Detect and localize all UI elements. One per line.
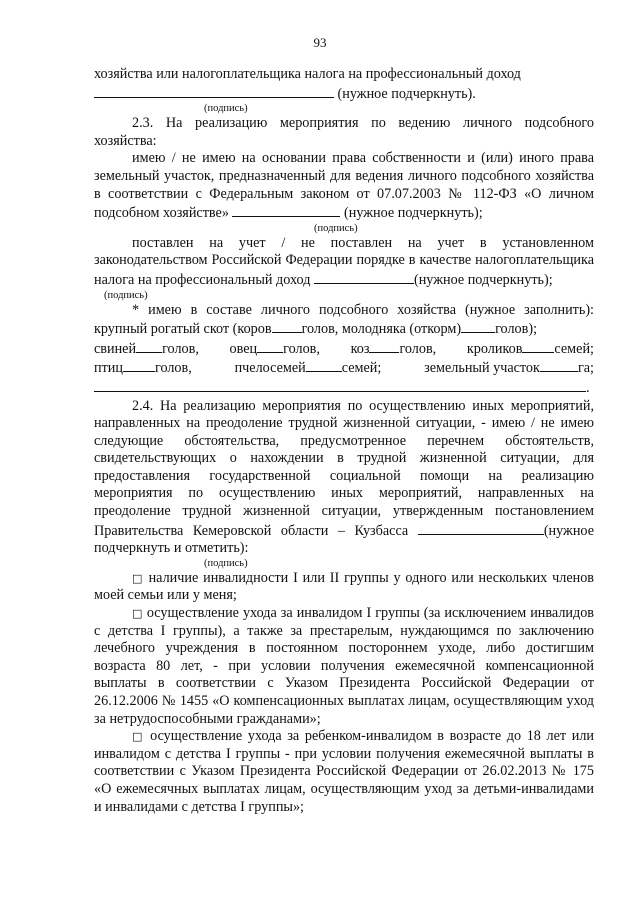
cows-count-field[interactable] xyxy=(272,319,302,333)
checkbox-icon[interactable]: □ xyxy=(132,571,144,585)
signature-blank[interactable] xyxy=(94,84,334,98)
label-land-plot: земельный участок xyxy=(424,360,540,377)
signature-blank[interactable] xyxy=(418,521,544,535)
instruction-text: (нужное подчеркнуть); xyxy=(344,205,483,222)
bee-colonies-field[interactable] xyxy=(306,358,342,372)
section-2-4-paragraph xyxy=(94,398,594,558)
additional-info-field[interactable] xyxy=(94,378,586,392)
label-molodnyak: молодняка (откорм) xyxy=(341,321,462,338)
livestock-paragraph xyxy=(94,302,594,339)
continuation-line: хозяйства или налогоплательщика налога на профессиональный доход xyxy=(94,66,521,82)
land-area-field[interactable] xyxy=(540,358,578,372)
checkbox-icon[interactable]: □ xyxy=(132,607,143,621)
rabbits-count-field[interactable] xyxy=(522,339,554,353)
instruction-text: (нужное подчеркнуть). xyxy=(337,85,476,102)
instruction-text: (нужное подчеркнуть); xyxy=(413,271,553,288)
option-care-child-text: осуществление ухода за ребенком-инвалидом в возрасте до 18 лет или инвалидом с детства I группы - при условии получения ежемесячной выплаты в соответствии с Указом Президента Российской Федерации от 26.02.2013 № 175 «О ежемесячных выплатах лицам, осуществляющим уход за детьми-инвалидами и инвалидами с детства I группы»; xyxy=(94,728,594,815)
young-stock-count-field[interactable] xyxy=(461,319,495,333)
label-ga: га; xyxy=(577,360,594,377)
sheep-count-field[interactable] xyxy=(257,339,283,353)
label-golov-close: голов); xyxy=(495,321,538,338)
label-golov: голов, xyxy=(399,340,437,357)
tax-registration-paragraph xyxy=(94,235,594,290)
checkbox-icon[interactable]: □ xyxy=(132,730,145,744)
label-pchelosemei: пчелосемей xyxy=(234,360,306,377)
option-care-disabled xyxy=(94,605,594,728)
label-golov: голов, xyxy=(162,340,199,357)
instruction-text: (нужное подчеркнуть и отметить): xyxy=(94,522,594,557)
pigs-count-field[interactable] xyxy=(136,339,162,353)
tax-registration-text: поставлен на учет / не поставлен на учет в установленном законодательством Российской Федерации порядке в качестве налогоплательщика налога на профессиональный доход xyxy=(94,234,594,288)
label-krolikov: кроликов xyxy=(466,340,523,357)
label-ovets: овец xyxy=(229,340,258,357)
livestock-row-3 xyxy=(94,358,594,378)
signature-caption: (подпись) xyxy=(204,103,248,115)
option-disability xyxy=(94,570,594,605)
option-disability-text: наличие инвалидности I или II группы у одного или нескольких членов моей семьи или у меня; xyxy=(94,569,595,604)
livestock-row-2 xyxy=(94,339,594,359)
signature-caption: (подпись) xyxy=(204,557,248,569)
poultry-count-field[interactable] xyxy=(123,358,155,372)
land-plot-paragraph xyxy=(94,150,594,222)
signature-caption: (подпись) xyxy=(314,222,358,234)
option-care-disabled-text: осуществление ухода за инвалидом I группы (за исключением инвалидов с детства I группы), а также за престарелым, нуждающимся по заключению лечебного учреждения в постоянном постороннем уходе, либо достигшим возраста 80 лет, - при условии получения ежемесячной компенсационной выплаты в соответствии с Указом Президента Российской Федерации от 26.12.2006 № 1455 «О компенсационных выплатах лицам, осуществляющим уход за нетрудоспособными гражданами»; xyxy=(94,605,595,727)
blank-line-row xyxy=(94,378,594,398)
goats-count-field[interactable] xyxy=(369,339,399,353)
label-semei: семей; xyxy=(554,340,594,357)
label-svinei: свиней xyxy=(94,340,137,357)
label-semei-comma: семей; xyxy=(341,360,382,377)
period: . xyxy=(586,379,590,396)
land-plot-text: имею / не имею на основании права собственности и (или) иного права земельный участок, предназначенный для ведения личного подсобного хозяйства в соответствии с Федеральным законом от 07.07.2003 № 112-ФЗ «О личном подсобном хозяйстве» xyxy=(94,150,594,222)
label-golov: голов, xyxy=(301,321,339,338)
label-golov: голов, xyxy=(154,360,192,377)
label-golov: голов, xyxy=(283,340,320,357)
signature-line-row xyxy=(94,84,594,104)
section-2-3-title: 2.3. На реализацию мероприятия по ведению личного подсобного хозяйства: xyxy=(94,115,594,149)
livestock-intro: * имею в составе личного подсобного хозяйства (нужное заполнить): крупный рогатый скот (коров xyxy=(94,301,594,338)
label-koz: коз xyxy=(350,340,370,357)
document-body xyxy=(94,66,594,816)
label-ptits: птиц xyxy=(94,360,123,377)
signature-blank[interactable] xyxy=(314,270,414,284)
page-number: 93 xyxy=(313,35,327,50)
signature-caption: (подпись) xyxy=(104,289,148,301)
option-care-child xyxy=(94,728,594,816)
signature-blank[interactable] xyxy=(232,203,340,217)
section-2-4-text: 2.4. На реализацию мероприятия по осуществлению иных мероприятий, направленных на преодоление трудной жизненной ситуации, - имею / не имею следующие обстоятельства, предусмотренное перечнем обстоятельств, свидетельствующих о нахождении в трудной жизненной ситуации, для предоставления государственной социальной помощи на реализацию мероприятия по осуществлению иных мероприятий, направленных на преодоление трудной жизненной ситуации, утвержденным постановлением Правительства Кемеровской области – Кузбасса xyxy=(94,397,594,539)
